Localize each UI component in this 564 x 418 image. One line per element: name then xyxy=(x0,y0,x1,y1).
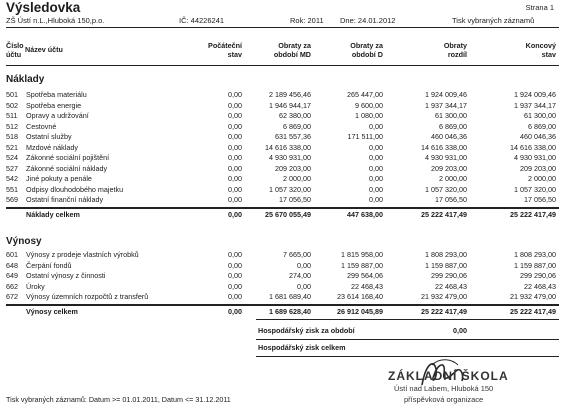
koncovy-stav: 61 300,00 xyxy=(524,111,556,120)
total-obraty-rozdil: 25 222 417,49 xyxy=(421,210,467,219)
zisk-obdobi-value: 0,00 xyxy=(453,326,467,335)
obraty-md: 0,00 xyxy=(297,281,311,291)
account-name: Výnosy územních rozpočtů z transferů xyxy=(26,292,149,301)
account-number: 569 xyxy=(6,195,18,204)
account-number: 649 xyxy=(6,271,18,280)
pocatecni-stav: 0,00 xyxy=(228,163,242,173)
account-number: 501 xyxy=(6,90,18,99)
vynosy-total-rule xyxy=(6,304,559,306)
obraty-d: 0,00 xyxy=(369,163,383,173)
obraty-md: 2 189 456,46 xyxy=(269,90,311,99)
account-name: Jiné pokuty a penále xyxy=(26,174,92,183)
obraty-rozdil: 460 046,36 xyxy=(431,132,467,141)
obraty-md: 274,00 xyxy=(289,271,311,280)
table-row xyxy=(0,195,564,205)
results-middle-rule xyxy=(256,339,559,340)
koncovy-stav: 1 924 009,46 xyxy=(514,90,556,99)
table-row xyxy=(0,261,564,271)
account-name: Mzdové náklady xyxy=(26,142,78,152)
obraty-d: 265 447,00 xyxy=(347,90,383,99)
koncovy-stav: 4 930 931,00 xyxy=(514,153,556,162)
stamp-line-2: Ústí nad Labem, Hluboká 150 xyxy=(394,384,494,393)
pocatecni-stav: 0,00 xyxy=(228,111,242,120)
obraty-md: 1 057 320,00 xyxy=(269,184,311,194)
obraty-rozdil: 6 869,00 xyxy=(439,121,467,131)
total-obraty-rozdil: 25 222 417,49 xyxy=(421,307,467,316)
koncovy-stav: 209 203,00 xyxy=(520,163,556,173)
koncovy-stav: 21 932 479,00 xyxy=(510,292,556,301)
obraty-d: 0,00 xyxy=(369,195,383,204)
table-row xyxy=(0,164,564,174)
report-year: Rok: 2011 xyxy=(290,16,324,25)
obraty-md: 0,00 xyxy=(297,260,311,270)
table-row xyxy=(0,250,564,260)
obraty-md: 62 380,00 xyxy=(279,111,311,120)
koncovy-stav: 1 057 320,00 xyxy=(514,184,556,194)
obraty-rozdil: 209 203,00 xyxy=(431,163,467,173)
obraty-rozdil: 1 937 344,17 xyxy=(425,100,467,110)
naklady-total-row xyxy=(0,210,564,220)
koncovy-stav: 460 046,36 xyxy=(520,132,556,141)
obraty-rozdil: 17 056,50 xyxy=(435,195,467,204)
col-pocatecni-header: Počáteční stav xyxy=(208,41,242,59)
account-number: 542 xyxy=(6,174,18,183)
vynosy-heading: Výnosy xyxy=(6,236,42,247)
table-row xyxy=(0,153,564,163)
col-obraty-rozdil-header: Obraty rozdíl xyxy=(443,41,467,59)
obraty-rozdil: 14 616 338,00 xyxy=(421,142,467,152)
zisk-obdobi-row xyxy=(0,326,564,336)
table-row xyxy=(0,111,564,121)
account-number: 524 xyxy=(6,153,18,162)
table-row xyxy=(0,101,564,111)
obraty-md: 1 681 689,40 xyxy=(269,292,311,301)
koncovy-stav: 22 468,43 xyxy=(524,281,556,291)
table-row xyxy=(0,90,564,100)
account-name: Cestovné xyxy=(26,121,57,131)
obraty-rozdil: 22 468,43 xyxy=(435,281,467,291)
col-nazev-header: Název účtu xyxy=(25,45,63,54)
obraty-d: 1 815 958,00 xyxy=(341,250,383,259)
obraty-d: 0,00 xyxy=(369,142,383,152)
pocatecni-stav: 0,00 xyxy=(228,184,242,194)
obraty-d: 23 614 168,40 xyxy=(337,292,383,301)
account-name: Spotřeba materiálu xyxy=(26,90,87,99)
koncovy-stav: 14 616 338,00 xyxy=(510,142,556,152)
obraty-md: 6 869,00 xyxy=(283,121,311,131)
results-top-rule xyxy=(256,319,559,320)
obraty-rozdil: 299 290,06 xyxy=(431,271,467,280)
obraty-d: 0,00 xyxy=(369,153,383,162)
obraty-d: 0,00 xyxy=(369,184,383,194)
account-number: 512 xyxy=(6,121,18,131)
report-subtitle: Tisk vybraných záznamů xyxy=(452,16,535,25)
obraty-rozdil: 4 930 931,00 xyxy=(425,153,467,162)
account-number: 648 xyxy=(6,260,18,270)
account-number: 551 xyxy=(6,184,18,194)
obraty-rozdil: 2 000,00 xyxy=(439,174,467,183)
account-number: 672 xyxy=(6,292,18,301)
account-name: Ostatní výnosy z činnosti xyxy=(26,271,106,280)
total-obraty-d: 26 912 045,89 xyxy=(337,307,383,316)
account-number: 518 xyxy=(6,132,18,141)
account-number: 511 xyxy=(6,111,18,120)
table-row xyxy=(0,174,564,184)
koncovy-stav: 1 808 293,00 xyxy=(514,250,556,259)
col-obraty-d-header: Obraty za období D xyxy=(350,41,383,59)
obraty-md: 17 056,50 xyxy=(279,195,311,204)
stamp-line-1: ZÁKLADNÍ ŠKOLA xyxy=(388,369,509,383)
koncovy-stav: 1 159 887,00 xyxy=(514,260,556,270)
pocatecni-stav: 0,00 xyxy=(228,100,242,110)
zisk-obdobi-label: Hospodářský zisk za období xyxy=(258,326,355,335)
total-obraty-md: 25 670 055,49 xyxy=(265,210,311,219)
pocatecni-stav: 0,00 xyxy=(228,153,242,162)
obraty-md: 4 930 931,00 xyxy=(269,153,311,162)
koncovy-stav: 2 000,00 xyxy=(528,174,556,183)
account-number: 521 xyxy=(6,142,18,152)
account-name: Opravy a udržování xyxy=(26,111,89,120)
obraty-d: 0,00 xyxy=(369,174,383,183)
table-row xyxy=(0,282,564,292)
account-number: 527 xyxy=(6,163,18,173)
table-row xyxy=(0,122,564,132)
table-row xyxy=(0,271,564,281)
report-date: Dne: 24.01.2012 xyxy=(340,16,396,25)
obraty-md: 631 557,36 xyxy=(275,132,311,141)
pocatecni-stav: 0,00 xyxy=(228,250,242,259)
account-name: Zákonné sociální pojištění xyxy=(26,153,110,162)
account-number: 662 xyxy=(6,281,18,291)
account-name: Spotřeba energie xyxy=(26,100,82,110)
pocatecni-stav: 0,00 xyxy=(228,195,242,204)
account-name: Ostatní služby xyxy=(26,132,72,141)
pocatecni-stav: 0,00 xyxy=(228,292,242,301)
obraty-d: 0,00 xyxy=(369,121,383,131)
naklady-heading: Náklady xyxy=(6,74,45,85)
footer-filter-text: Tisk vybraných záznamů: Datum >= 01.01.2011, Datum <= 31.12.2011 xyxy=(6,395,231,404)
pocatecni-stav: 0,00 xyxy=(228,174,242,183)
col-koncovy-header: Koncový stav xyxy=(525,41,556,59)
koncovy-stav: 1 937 344,17 xyxy=(514,100,556,110)
header-rule xyxy=(6,27,559,28)
obraty-rozdil: 1 159 887,00 xyxy=(425,260,467,270)
account-number: 502 xyxy=(6,100,18,110)
col-cislo-header: Číslo účtu xyxy=(6,41,24,59)
obraty-md: 1 946 944,17 xyxy=(269,100,311,110)
obraty-d: 299 564,06 xyxy=(347,271,383,280)
pocatecni-stav: 0,00 xyxy=(228,90,242,99)
account-name: Úroky xyxy=(26,281,45,291)
pocatecni-stav: 0,00 xyxy=(228,121,242,131)
pocatecni-stav: 0,00 xyxy=(228,132,242,141)
obraty-md: 2 000,00 xyxy=(283,174,311,183)
account-name: Výnosy z prodeje vlastních výrobků xyxy=(26,250,139,259)
vynosy-total-row xyxy=(0,307,564,317)
page-number: Strana 1 xyxy=(525,3,554,12)
zisk-celkem-row xyxy=(0,343,564,353)
account-name: Čerpání fondů xyxy=(26,260,72,270)
col-obraty-md-header: Obraty za období MD xyxy=(273,41,311,59)
pocatecni-stav: 0,00 xyxy=(228,142,242,152)
obraty-md: 7 665,00 xyxy=(283,250,311,259)
total-obraty-md: 1 689 628,40 xyxy=(269,307,311,316)
obraty-md: 209 203,00 xyxy=(275,163,311,173)
column-header-rule xyxy=(6,65,559,66)
obraty-d: 9 600,00 xyxy=(355,100,383,110)
organization-name: ZŠ Ústí n.L.,Hluboká 150,p.o. xyxy=(6,16,105,25)
total-koncovy: 25 222 417,49 xyxy=(510,307,556,316)
koncovy-stav: 299 290,06 xyxy=(520,271,556,280)
table-row xyxy=(0,185,564,195)
obraty-rozdil: 1 808 293,00 xyxy=(425,250,467,259)
total-obraty-d: 447 638,00 xyxy=(347,210,383,219)
pocatecni-stav: 0,00 xyxy=(228,271,242,280)
pocatecni-stav: 0,00 xyxy=(228,260,242,270)
school-stamp xyxy=(372,355,552,415)
table-row xyxy=(0,292,564,302)
obraty-d: 22 468,43 xyxy=(351,281,383,291)
account-name: Odpisy dlouhodobého majetku xyxy=(26,184,124,194)
koncovy-stav: 6 869,00 xyxy=(528,121,556,131)
account-number: 601 xyxy=(6,250,18,259)
obraty-d: 1 159 887,00 xyxy=(341,260,383,270)
koncovy-stav: 17 056,50 xyxy=(524,195,556,204)
obraty-d: 171 511,00 xyxy=(347,132,383,141)
zisk-celkem-label: Hospodářský zisk celkem xyxy=(258,343,346,352)
table-row xyxy=(0,132,564,142)
total-pocatecni: 0,00 xyxy=(228,307,242,316)
obraty-rozdil: 1 924 009,46 xyxy=(425,90,467,99)
total-koncovy: 25 222 417,49 xyxy=(510,210,556,219)
obraty-rozdil: 61 300,00 xyxy=(435,111,467,120)
total-label: Výnosy celkem xyxy=(26,307,78,316)
obraty-md: 14 616 338,00 xyxy=(265,142,311,152)
obraty-rozdil: 21 932 479,00 xyxy=(421,292,467,301)
obraty-rozdil: 1 057 320,00 xyxy=(425,184,467,194)
total-pocatecni: 0,00 xyxy=(228,210,242,219)
account-name: Zákonné sociální náklady xyxy=(26,163,108,173)
naklady-total-rule xyxy=(6,207,559,209)
stamp-line-3: příspěvková organizace xyxy=(404,395,484,404)
account-name: Ostatní finanční náklady xyxy=(26,195,104,204)
ico-number: IČ: 44226241 xyxy=(179,16,225,25)
total-label: Náklady celkem xyxy=(26,210,80,219)
report-title: Výsledovka xyxy=(6,0,81,15)
table-row xyxy=(0,143,564,153)
pocatecni-stav: 0,00 xyxy=(228,281,242,291)
obraty-d: 1 080,00 xyxy=(355,111,383,120)
